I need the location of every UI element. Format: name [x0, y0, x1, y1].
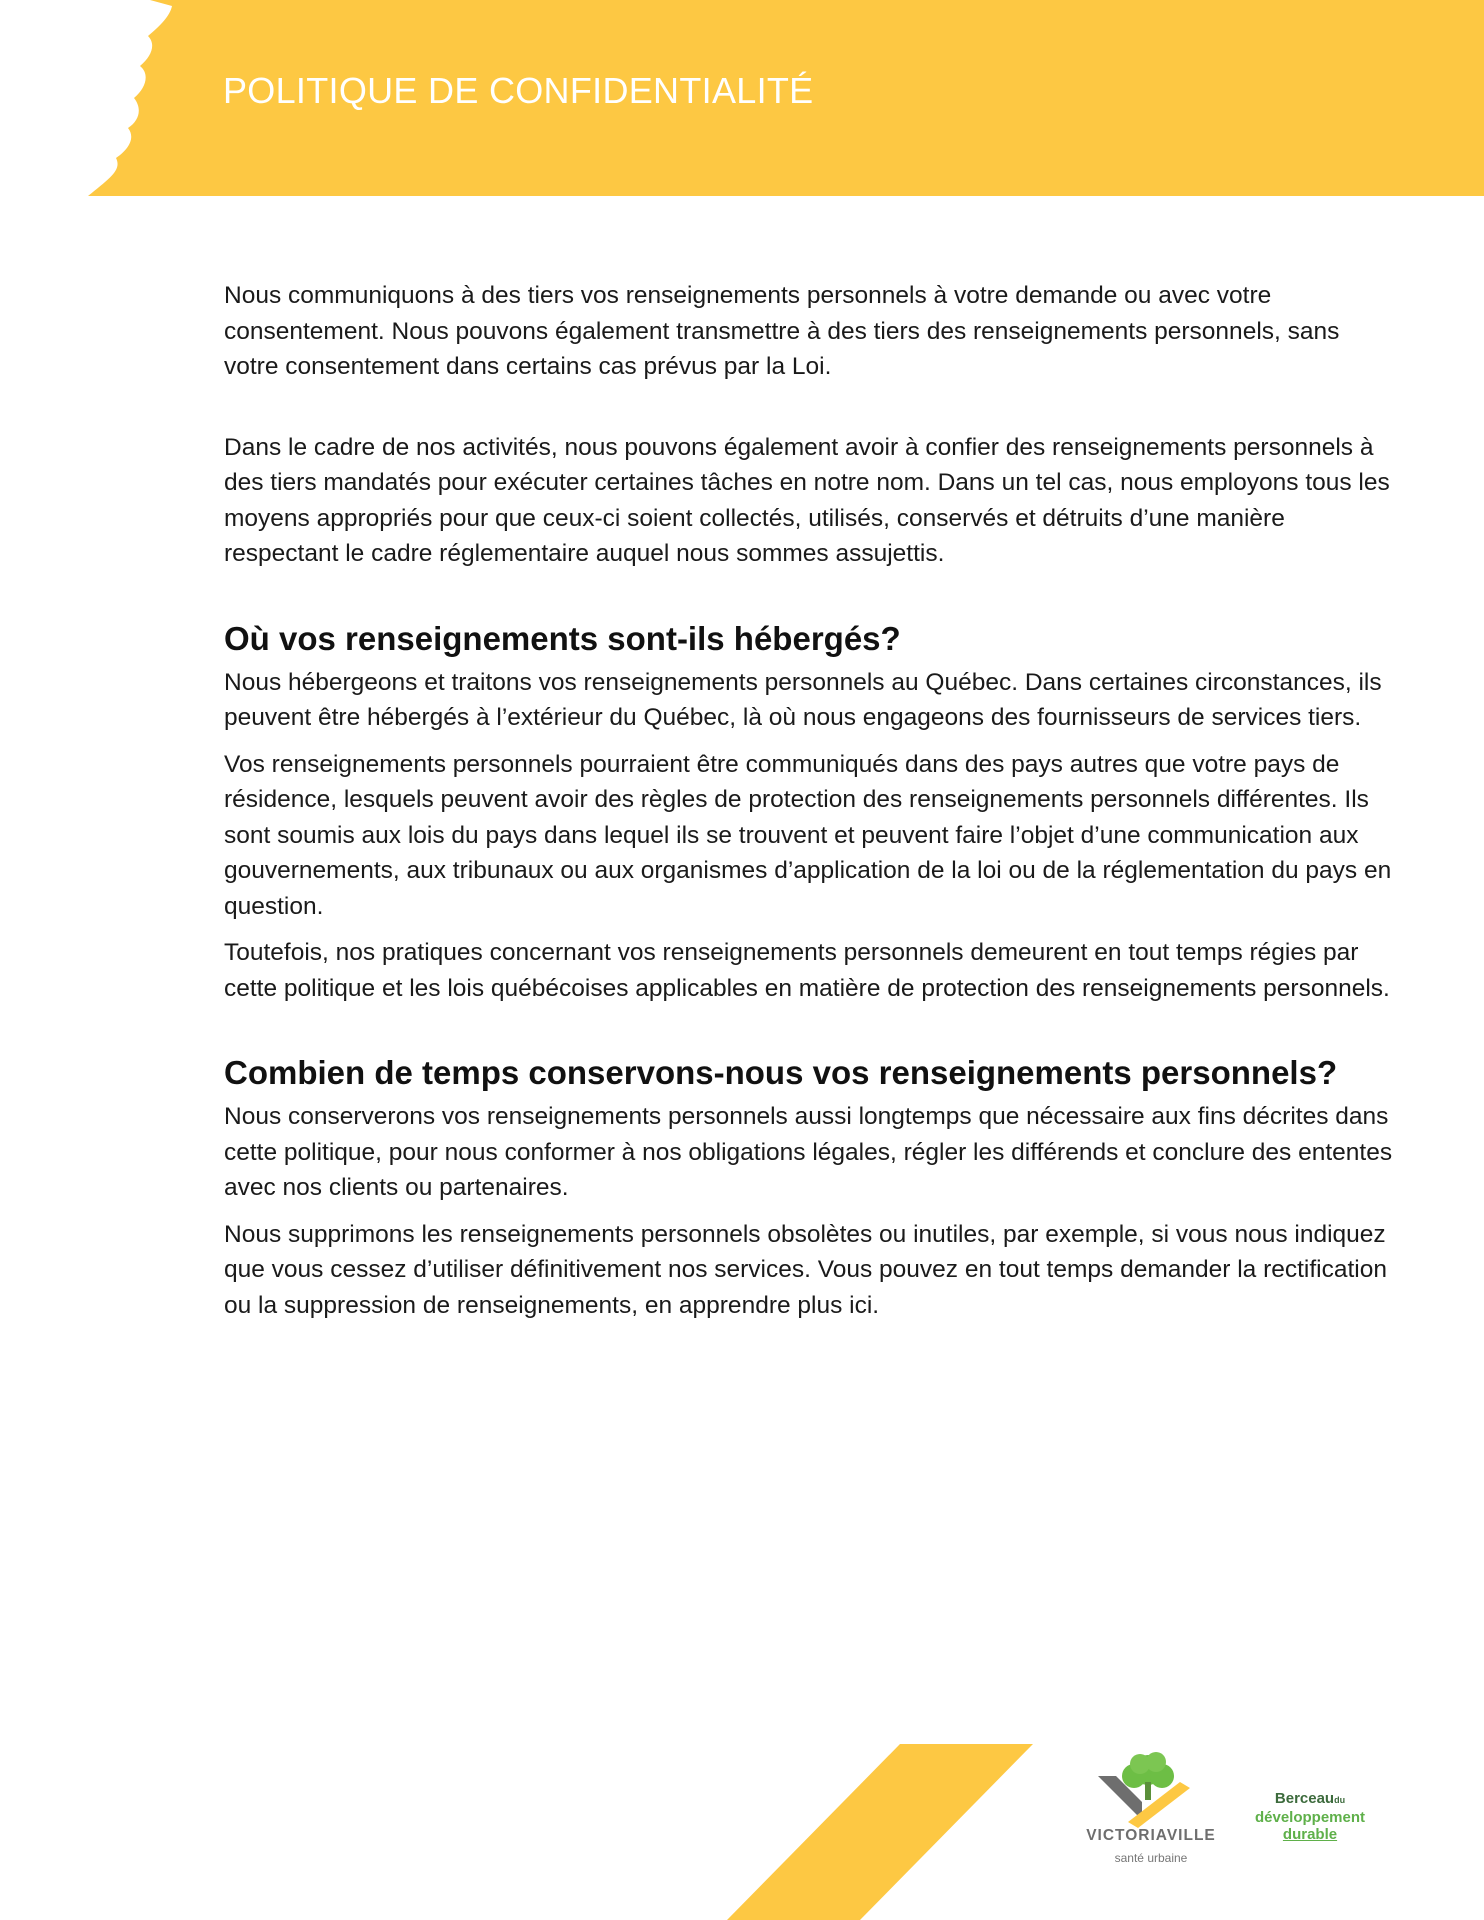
page-title: POLITIQUE DE CONFIDENTIALITÉ [223, 70, 814, 111]
footer-diagonal-band [727, 1744, 1033, 1920]
victoriaville-logo-name: VICTORIAVILLE [1086, 1827, 1216, 1844]
hosting-paragraph-3: Toutefois, nos pratiques concernant vos renseignements personnels demeurent en tout temps régies par cette politique et les lois québécoises applicables en matière de protection des renseignements personnels. [224, 939, 1390, 1002]
header-brush-white-streak [0, 0, 47, 46]
berceau-logo [1240, 1790, 1380, 1843]
hosting-paragraph-2: Vos renseignements personnels pourraient être communiqués dans des pays autres que votre pays de résidence, lesquels peuvent avoir des règles de protection des renseignements personnels différentes. Ils sont soumis aux lois du pays dans lequel ils se trouvent et peuvent faire l’objet d’une communication aux gouvernements, aux tribunaux ou aux organismes d’application de la loi ou de la réglementation du pays en question. [224, 750, 1392, 920]
retention-paragraph-1: Nous conserverons vos renseignements personnels aussi longtemps que nécessaire aux fins décrites dans cette politique, pour nous conformer à nos obligations légales, régler les différends et conclure des ententes avec nos clients ou partenaires. [224, 1103, 1393, 1201]
victoriaville-logo-tagline: santé urbaine [1114, 1851, 1188, 1865]
section-heading-hosting: Où vos renseignements sont-ils hébergés? [224, 619, 901, 657]
berceau-logo-line1: Berceaudu [1274, 1790, 1346, 1807]
section-heading-retention: Combien de temps conservons-nous vos renseignements personnels? [224, 1054, 1338, 1091]
hosting-paragraph-1: Nous hébergeons et traitons vos renseignements personnels au Québec. Dans certaines circonstances, ils peuvent être hébergés à l’extérieur du Québec, là où nous engageons des fournisseurs de services tiers. [224, 668, 1382, 731]
berceau-logo-line2: développement [1254, 1809, 1366, 1826]
intro-paragraph-1: Nous communiquons à des tiers vos renseignements personnels à votre demande ou avec votre consentement. Nous pouvons également transmettre à des tiers des renseignements personnels, sans votre consentement dans certains cas prévus par la Loi. [224, 282, 1340, 380]
intro-paragraph-2: Dans le cadre de nos activités, nous pouvons également avoir à confier des renseignements personnels à des tiers mandatés pour exécuter certaines tâches en notre nom. Dans un tel cas, nous employons tous les moyens appropriés pour que ceux-ci soient collectés, utilisés, conservés et détruits d’une manière respectant le cadre réglementaire auquel nous sommes assujettis. [224, 433, 1390, 567]
retention-paragraph-2: Nous supprimons les renseignements personnels obsolètes ou inutiles, par exemple, si vous nous indiquez que vous cessez d’utiliser définitivement nos services. Vous pouvez en tout temps demander la rectification ou la suppression de renseignements, en apprendre plus ici. [224, 1220, 1387, 1319]
berceau-logo-line3: durable [1282, 1826, 1338, 1843]
document-body [224, 278, 1394, 1323]
logo-tree-trunk [1145, 1782, 1151, 1800]
